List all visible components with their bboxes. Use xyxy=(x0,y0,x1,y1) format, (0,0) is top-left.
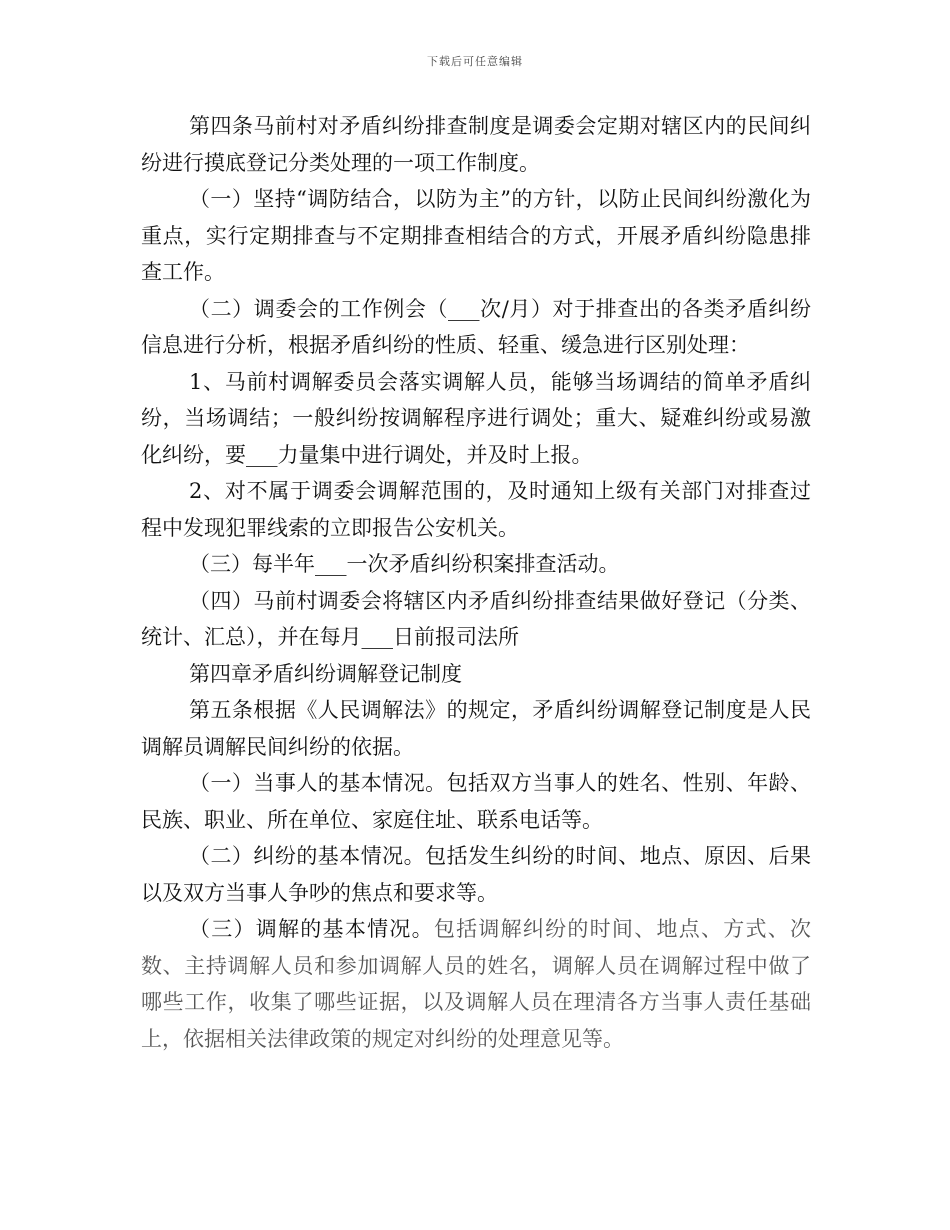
paragraph-subitem-2: 2、对不属于调委会调解范围的，及时通知上级有关部门对排查过程中发现犯罪线索的立即报告公安机关。 xyxy=(141,479,811,540)
paragraph-item-1: （一）坚持“调防结合，以防为主”的方针，以防止民间纠纷激化为重点，实行定期排查与不定期排查相结合的方式，开展矛盾纠纷隐患排查工作。 xyxy=(141,187,811,284)
paragraph-item-2: （二）调委会的工作例会（___次/月）对于排查出的各类矛盾纠纷信息进行分析，根据矛盾纠纷的性质、轻重、缓急进行区别处理： xyxy=(141,296,811,357)
paragraph-article-5: 第五条根据《人民调解法》的规定，矛盾纠纷调解登记制度是人民调解员调解民间纠纷的依据。 xyxy=(141,698,811,759)
paragraph-party-info: （一）当事人的基本情况。包括双方当事人的姓名、性别、年龄、民族、职业、所在单位、家庭住址、联系电话等。 xyxy=(141,771,811,832)
paragraph-article-4: 第四条马前村对矛盾纠纷排查制度是调委会定期对辖区内的民间纠纷进行摸底登记分类处理的一项工作制度。 xyxy=(141,114,811,175)
paragraph-dispute-info: （二）纠纷的基本情况。包括发生纠纷的时间、地点、原因、后果以及双方当事人争吵的焦点和要求等。 xyxy=(141,844,811,905)
page-header: 下载后可任意编辑 xyxy=(427,55,523,68)
paragraph-item-4: （四）马前村调委会将辖区内矛盾纠纷排查结果做好登记（分类、统计、汇总），并在每月___日前报司法所 xyxy=(141,588,811,649)
document-body xyxy=(141,108,811,1057)
paragraph-mediation-info xyxy=(141,911,811,1057)
paragraph-subitem-1: 1、马前村调解委员会落实调解人员，能够当场调结的简单矛盾纠纷，当场调结；一般纠纷按调解程序进行调处；重大、疑难纠纷或易激化纠纷，要___力量集中进行调处，并及时上报。 xyxy=(141,369,811,467)
mediation-info-lead: （三）调解的基本情况。 xyxy=(189,917,434,941)
mediation-info-continuation: 包括调解纠纷的时间、地点、方式、次数、主持调解人员和参加调解人员的姓名，调解人员在调解过程中做了哪些工作，收集了哪些证据，以及调解人员在理清各方当事人责任基础上，依据相关法律政策的规定对纠纷的处理意见等。 xyxy=(141,917,812,1051)
chapter-heading: 第四章矛盾纠纷调解登记制度 xyxy=(189,661,462,686)
paragraph-item-3: （三）每半年___一次矛盾纠纷积案排查活动。 xyxy=(189,552,620,576)
